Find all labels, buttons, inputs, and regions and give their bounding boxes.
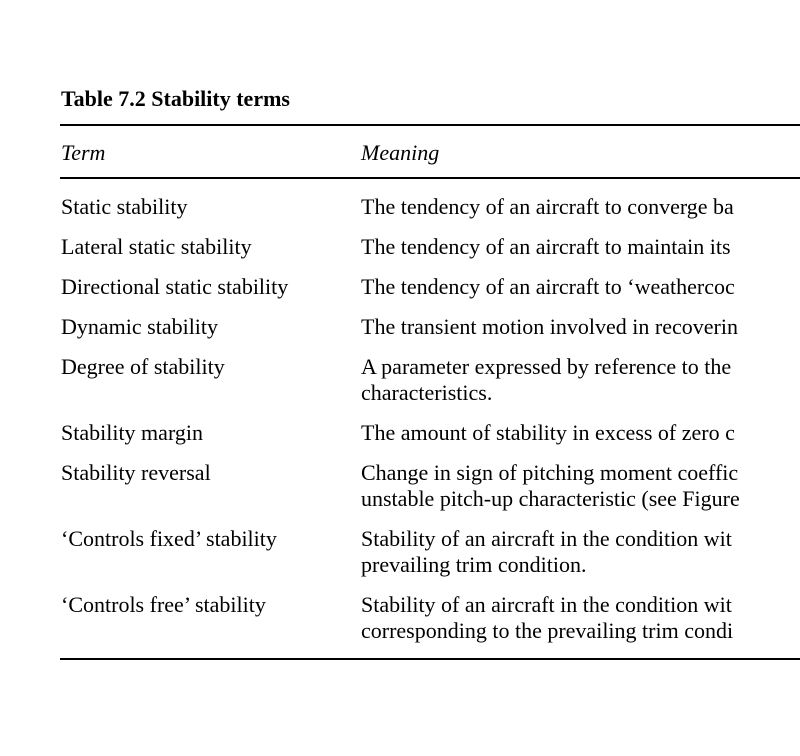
column-header-meaning: Meaning — [361, 140, 440, 165]
top-rule — [60, 124, 800, 126]
table-row — [0, 457, 800, 523]
term-cell: Directional static stability — [61, 274, 289, 299]
header-rule — [60, 177, 800, 179]
term-cell: Dynamic stability — [61, 314, 219, 339]
table-row — [0, 231, 800, 271]
column-header-term: Term — [61, 140, 106, 165]
table-row — [0, 351, 800, 417]
term-cell: Degree of stability — [61, 354, 225, 379]
table-row — [0, 523, 800, 589]
table-row — [0, 589, 800, 655]
meaning-cell: Change in sign of pitching moment coeffic unstable pitch-up characteristic (see Figure — [361, 460, 740, 511]
term-cell: ‘Controls fixed’ stability — [61, 526, 277, 551]
meaning-cell: The tendency of an aircraft to ‘weathercoc — [361, 274, 735, 299]
term-cell: Lateral static stability — [61, 234, 252, 259]
meaning-cell: Stability of an aircraft in the condition wit corresponding to the prevailing trim condi — [361, 592, 734, 643]
bottom-rule — [60, 658, 800, 660]
table-row — [0, 417, 800, 457]
table-row — [0, 191, 800, 231]
meaning-cell: A parameter expressed by reference to the characteristics. — [361, 354, 732, 405]
table-row — [0, 311, 800, 351]
meaning-cell: The tendency of an aircraft to converge ba — [361, 194, 734, 219]
table-body — [0, 191, 800, 655]
meaning-cell: The transient motion involved in recoverin — [361, 314, 738, 339]
term-cell: ‘Controls free’ stability — [61, 592, 266, 617]
meaning-cell: The amount of stability in excess of zero c — [361, 420, 735, 445]
table-row — [0, 271, 800, 311]
meaning-cell: Stability of an aircraft in the condition wit prevailing trim condition. — [361, 526, 732, 577]
term-cell: Stability reversal — [61, 460, 211, 485]
meaning-cell: The tendency of an aircraft to maintain its — [361, 234, 731, 259]
table-caption: Table 7.2 Stability terms — [61, 86, 290, 111]
term-cell: Static stability — [61, 194, 188, 219]
term-cell: Stability margin — [61, 420, 203, 445]
